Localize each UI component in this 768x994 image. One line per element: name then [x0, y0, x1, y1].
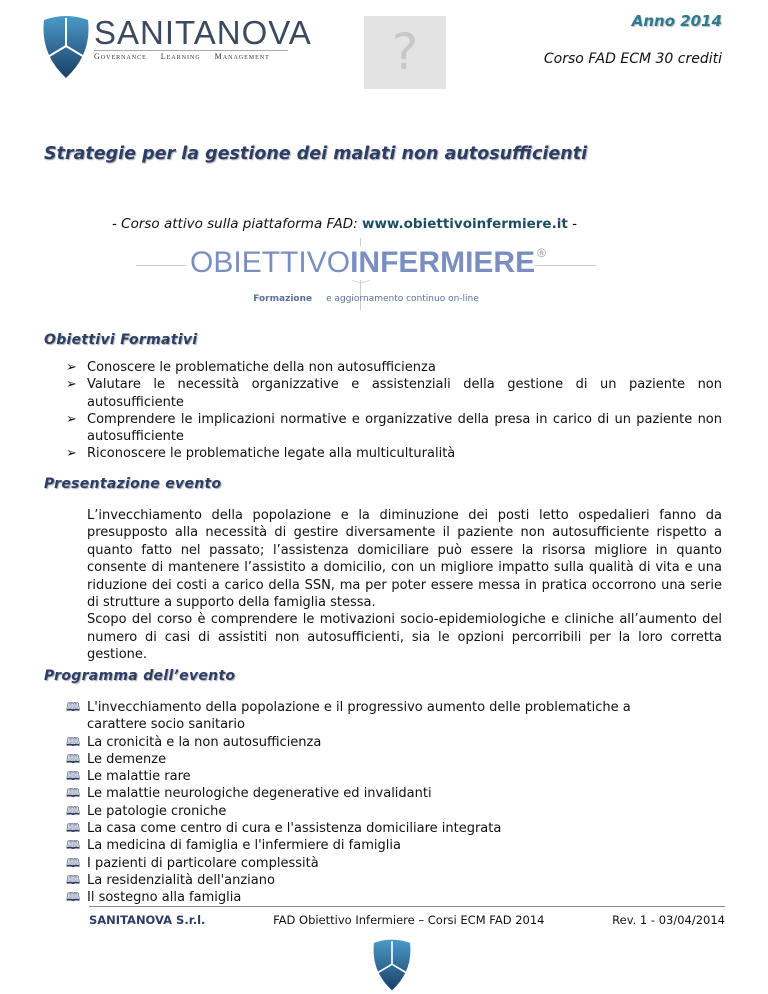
- item-text: La casa come centro di cura e l'assistenza domiciliare integrata: [87, 821, 502, 837]
- book-icon: 🕮: [66, 700, 81, 714]
- footer: [89, 913, 725, 927]
- platform-line: [112, 216, 577, 232]
- brand-tag-learning: Learning: [160, 52, 201, 61]
- platform-url-link[interactable]: www.obiettivoinfermiere.it: [361, 216, 568, 232]
- list-item: [66, 751, 686, 768]
- book-icon: 🕮: [66, 786, 81, 801]
- list-item: [66, 699, 686, 734]
- list-item: [66, 359, 722, 376]
- list-item: [66, 855, 686, 872]
- item-text: La medicina di famiglia e l'infermiere di famiglia: [87, 838, 401, 854]
- paragraph: L’invecchiamento della popolazione e la diminuzione dei posti letto ospedalieri fanno da presupposto alla necessità di gestire diversamente il paziente non autosufficiente rispetto a quanto fatto nel passato; l’assistenza domiciliare può essere la risorsa migliore in quanto consente di mantenere l’assistito a domicilio, con un migliore impatto sulla qualità di vita e una riduzione dei costi a carico della SSN, ma per poter essere messa in pratica occorrono una serie di strutture a supporto della famiglia stessa.: [87, 508, 722, 611]
- list-item: [66, 445, 722, 462]
- logo-tag-continuo: e aggiornamento continuo on-line: [326, 294, 479, 304]
- arrow-bullet-icon: ➢: [66, 446, 77, 462]
- logo-wordmark: [136, 246, 596, 280]
- presentation-text: [87, 507, 722, 664]
- list-item: [66, 889, 686, 906]
- platform-suffix: -: [567, 216, 577, 232]
- list-item: [66, 785, 686, 802]
- section-heading-obiettivi: Obiettivi Formativi: [44, 332, 198, 348]
- list-item: [66, 376, 722, 411]
- brand-tag-governance: Governance: [94, 52, 147, 61]
- obiettivo-infermiere-logo: [136, 238, 596, 310]
- item-text: Le malattie rare: [87, 769, 191, 785]
- logo-word-infermiere: INFERMIERE: [350, 246, 536, 279]
- footer-divider: [89, 906, 725, 907]
- arrow-bullet-icon: ➢: [66, 411, 77, 427]
- program-list: [66, 699, 686, 907]
- year-label: Anno 2014: [631, 12, 722, 30]
- item-text: Comprendere le implicazioni normative e organizzative della presa in carico di un paziente non autosufficiente: [87, 411, 722, 445]
- book-icon: 🕮: [66, 838, 81, 853]
- book-icon: 🕮: [66, 769, 81, 784]
- item-text: Valutare le necessità organizzative e assistenziali della gestione di un paziente non autosufficiente: [87, 377, 722, 410]
- course-credits: Corso FAD ECM 30 crediti: [543, 51, 722, 67]
- item-text: La residenzialità dell'anziano: [87, 872, 275, 888]
- list-item: [66, 820, 686, 837]
- list-item: [66, 411, 722, 446]
- book-icon: 🕮: [66, 821, 81, 836]
- list-item: [66, 803, 686, 820]
- list-item: [66, 872, 686, 889]
- book-icon: 🕮: [66, 890, 81, 905]
- page-title: Strategie per la gestione dei malati non autosufficienti: [44, 144, 588, 164]
- item-text: I pazienti di particolare complessità: [87, 855, 319, 871]
- item-text: Riconoscere le problematiche legate alla multiculturalità: [87, 446, 456, 462]
- item-text: Conoscere le problematiche della non autosufficienza: [87, 360, 436, 375]
- missing-image-placeholder: [364, 16, 446, 89]
- sanitanova-shield-icon: [40, 14, 92, 80]
- book-icon: 🕮: [66, 751, 81, 766]
- brand-divider: [94, 50, 288, 51]
- brand-tagline: [94, 52, 270, 61]
- list-item: [66, 837, 686, 854]
- book-icon: 🕮: [66, 872, 81, 887]
- brand-name: SANITANOVA: [94, 14, 312, 51]
- arrow-bullet-icon: ➢: [66, 360, 77, 375]
- footer-center: FAD Obiettivo Infermiere – Corsi ECM FAD 2014: [273, 913, 545, 927]
- platform-prefix: - Corso attivo sulla piattaforma FAD:: [112, 216, 362, 232]
- item-text: Il sostegno alla famiglia: [87, 890, 242, 906]
- logo-tagline: [136, 294, 596, 304]
- registered-mark: ®: [537, 246, 546, 260]
- item-text: La cronicità e la non autosufficienza: [87, 734, 322, 750]
- brand-tag-management: Management: [214, 52, 270, 61]
- objectives-list: [66, 359, 722, 463]
- book-icon: 🕮: [66, 855, 81, 870]
- section-heading-programma: Programma dell’evento: [44, 668, 236, 684]
- item-text: Le patologie croniche: [87, 803, 227, 819]
- question-mark-icon: ?: [391, 23, 419, 81]
- book-icon: 🕮: [66, 734, 81, 749]
- book-icon: 🕮: [66, 803, 81, 818]
- item-text: L'invecchiamento della popolazione e il progressivo aumento delle problematiche a carattere socio sanitario: [87, 700, 631, 733]
- item-text: Le demenze: [87, 751, 167, 767]
- footer-revision: Rev. 1 - 03/04/2014: [612, 913, 725, 927]
- arrow-bullet-icon: ➢: [66, 377, 77, 393]
- logo-tag-formazione: Formazione: [253, 294, 313, 304]
- section-heading-presentazione: Presentazione evento: [44, 476, 222, 492]
- list-item: [66, 768, 686, 785]
- logo-word-obiettivo: OBIETTIVO: [186, 246, 350, 280]
- footer-company: SANITANOVA S.r.l.: [89, 913, 206, 927]
- list-item: [66, 734, 686, 751]
- paragraph: Scopo del corso è comprendere le motivazioni socio-epidemiologiche e cliniche all’aumento del numero di casi di assistiti non autosufficienti, sia le opzioni percorribili per la loro corretta gestione.: [87, 612, 722, 663]
- item-text: Le malattie neurologiche degenerative ed invalidanti: [87, 786, 432, 802]
- footer-shield-icon: [368, 938, 416, 992]
